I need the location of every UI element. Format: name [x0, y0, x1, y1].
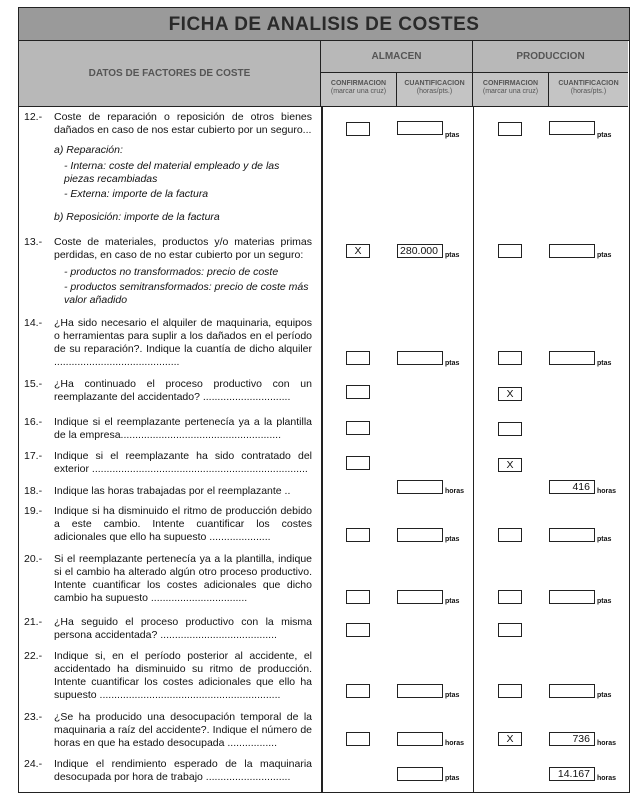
unit-label: ptas — [597, 360, 612, 367]
prod-cuantificacion-field[interactable] — [549, 351, 595, 365]
row-number: 22.- — [24, 650, 43, 662]
prod-confirmacion-checkbox[interactable] — [498, 623, 522, 637]
prod-confirmacion-checkbox[interactable]: X — [498, 732, 522, 746]
header-almacen-label: ALMACEN — [371, 51, 422, 62]
alm-confirmacion-checkbox[interactable] — [346, 732, 370, 746]
row-subitem: a) Reparación: — [54, 144, 123, 156]
header-produccion-label: PRODUCCION — [516, 51, 585, 62]
row-subitem: b) Reposición: importe de la factura — [54, 211, 220, 223]
unit-label: ptas — [445, 536, 460, 543]
row-text: Indique el rendimiento esperado de la maquinaria desocupada por hora de trabajo ............................. — [54, 758, 312, 783]
alm-cuantificacion-field[interactable] — [397, 351, 443, 365]
header-almacen — [321, 41, 473, 73]
confirmacion-hint: (marcar una cruz) — [330, 88, 387, 95]
column-divider — [473, 107, 474, 792]
header-factors — [19, 41, 321, 107]
row-text: Indique las horas trabajadas por el reemplazante .. — [54, 485, 291, 497]
alm-cuantificacion-field[interactable] — [397, 121, 443, 135]
unit-label: horas — [445, 488, 465, 495]
prod-confirmacion-checkbox[interactable] — [498, 122, 522, 136]
alm-confirmacion-checkbox[interactable] — [346, 385, 370, 399]
row-text: Indique si el reemplazante pertenecía ya a la plantilla de la empresa....................................................... — [54, 416, 312, 441]
unit-label: ptas — [597, 692, 612, 699]
row-subitem: - Interna: coste del material empleado y de las piezas recambiadas — [64, 160, 280, 185]
row-number: 13.- — [24, 236, 43, 248]
unit-label: ptas — [445, 360, 460, 367]
prod-confirmacion-checkbox[interactable] — [498, 422, 522, 436]
row-number: 18.- — [24, 485, 43, 497]
alm-confirmacion-checkbox[interactable] — [346, 590, 370, 604]
row-text: Indique si, en el período posterior al accidente, el accidentado ha disminuido su ritmo de producción. Intente cuantificar los costes adicionales que ello ha supuesto .............................................................. — [54, 650, 312, 701]
column-divider — [321, 107, 323, 792]
cuantificacion-hint: (horas/pts.) — [416, 88, 453, 95]
alm-cuantificacion-field[interactable] — [397, 528, 443, 542]
prod-confirmacion-checkbox[interactable] — [498, 590, 522, 604]
row-number: 20.- — [24, 553, 43, 565]
unit-label: horas — [597, 775, 617, 782]
page-title: FICHA DE ANALISIS DE COSTES — [168, 14, 480, 35]
row-number: 17.- — [24, 450, 43, 462]
alm-cuantificacion-field[interactable] — [397, 590, 443, 604]
header-alm-cuantificacion — [397, 73, 473, 107]
alm-confirmacion-checkbox[interactable] — [346, 351, 370, 365]
row-number: 16.- — [24, 416, 43, 428]
title-bar — [19, 8, 629, 41]
row-number: 23.- — [24, 711, 43, 723]
cuantificacion-label: CUANTIFICACION — [404, 80, 465, 87]
alm-cuantificacion-field[interactable] — [397, 732, 443, 746]
prod-cuantificacion-field[interactable] — [549, 244, 595, 258]
row-text: ¿Ha seguido el proceso productivo con la misma persona accidentada? ........................................ — [54, 616, 312, 641]
unit-label: ptas — [445, 598, 460, 605]
confirmacion-hint: (marcar una cruz) — [482, 88, 539, 95]
confirmacion-label: CONFIRMACION — [330, 80, 387, 87]
header-prod-confirmacion — [473, 73, 549, 107]
alm-cuantificacion-field[interactable]: 280.000 — [397, 244, 443, 258]
prod-cuantificacion-field[interactable] — [549, 528, 595, 542]
prod-cuantificacion-field[interactable] — [549, 590, 595, 604]
header-factors-label: DATOS DE FACTORES DE COSTE — [88, 68, 251, 79]
cost-analysis-sheet — [18, 7, 630, 793]
prod-confirmacion-checkbox[interactable]: X — [498, 387, 522, 401]
prod-confirmacion-checkbox[interactable] — [498, 244, 522, 258]
prod-cuantificacion-field[interactable] — [549, 121, 595, 135]
unit-label: ptas — [445, 692, 460, 699]
row-number: 24.- — [24, 758, 43, 770]
alm-confirmacion-checkbox[interactable] — [346, 528, 370, 542]
unit-label: ptas — [597, 252, 612, 259]
header-prod-cuantificacion — [549, 73, 628, 107]
row-text: ¿Ha sido necesario el alquiler de maquinaria, equipos o herramientas para suplir a los dañados en el período de su reparación?. Indique la cuantía de dicho alquiler ........................................... — [54, 317, 312, 368]
prod-cuantificacion-field[interactable]: 416 — [549, 480, 595, 494]
row-subitem: - productos semitransformados: precio de coste más valor añadido — [64, 281, 309, 306]
row-text: Indique si el reemplazante ha sido contratado del exterior .......................................................................... — [54, 450, 312, 475]
unit-label: ptas — [445, 132, 460, 139]
confirmacion-label: CONFIRMACION — [482, 80, 539, 87]
row-text: Indique si ha disminuido el ritmo de producción debido a este cambio. Intente cuantificar los costes adicionales que ello ha supuesto ..................... — [54, 505, 312, 543]
prod-confirmacion-checkbox[interactable]: X — [498, 458, 522, 472]
cuantificacion-hint: (horas/pts.) — [570, 88, 607, 95]
unit-label: ptas — [597, 536, 612, 543]
alm-confirmacion-checkbox[interactable] — [346, 456, 370, 470]
row-text: Si el reemplazante pertenecía ya a la plantilla, indique si el cambio ha alterado algún otro proceso productivo. Intente cuantificar los costes adicionales que dicho cambio ha supuesto ................................. — [54, 553, 312, 604]
unit-label: ptas — [597, 132, 612, 139]
row-text: Coste de reparación o reposición de otros bienes dañados en caso de nos estar cubierto por un seguro... — [54, 111, 312, 136]
prod-cuantificacion-field[interactable]: 736 — [549, 732, 595, 746]
prod-confirmacion-checkbox[interactable] — [498, 684, 522, 698]
row-number: 15.- — [24, 378, 43, 390]
header-produccion — [473, 41, 628, 73]
prod-cuantificacion-field[interactable]: 14.167 — [549, 767, 595, 781]
prod-cuantificacion-field[interactable] — [549, 684, 595, 698]
unit-label: horas — [597, 740, 617, 747]
row-subitem: - productos no transformados: precio de coste — [64, 266, 279, 278]
row-number: 21.- — [24, 616, 43, 628]
unit-label: ptas — [445, 775, 460, 782]
unit-label: ptas — [597, 598, 612, 605]
row-text: ¿Se ha producido una desocupación temporal de la maquinaria a raíz del accidente?. Indique el número de horas en que ha estado desocupada ................. — [54, 711, 312, 749]
alm-confirmacion-checkbox[interactable] — [346, 684, 370, 698]
prod-confirmacion-checkbox[interactable] — [498, 528, 522, 542]
alm-cuantificacion-field[interactable] — [397, 480, 443, 494]
header-alm-confirmacion — [321, 73, 397, 107]
alm-cuantificacion-field[interactable] — [397, 767, 443, 781]
cuantificacion-label: CUANTIFICACION — [558, 80, 619, 87]
prod-confirmacion-checkbox[interactable] — [498, 351, 522, 365]
alm-cuantificacion-field[interactable] — [397, 684, 443, 698]
alm-confirmacion-checkbox[interactable] — [346, 421, 370, 435]
alm-confirmacion-checkbox[interactable] — [346, 122, 370, 136]
row-text: Coste de materiales, productos y/o materias primas perdidas, en caso de no estar cubierto por un seguro: — [54, 236, 312, 261]
row-text: ¿Ha continuado el proceso productivo con un reemplazante del accidentado? .............................. — [54, 378, 312, 403]
row-number: 14.- — [24, 317, 43, 329]
row-number: 12.- — [24, 111, 43, 123]
unit-label: horas — [597, 488, 617, 495]
unit-label: ptas — [445, 252, 460, 259]
row-number: 19.- — [24, 505, 43, 517]
alm-confirmacion-checkbox[interactable] — [346, 623, 370, 637]
row-subitem: - Externa: importe de la factura — [64, 188, 209, 200]
unit-label: horas — [445, 740, 465, 747]
alm-confirmacion-checkbox[interactable]: X — [346, 244, 370, 258]
